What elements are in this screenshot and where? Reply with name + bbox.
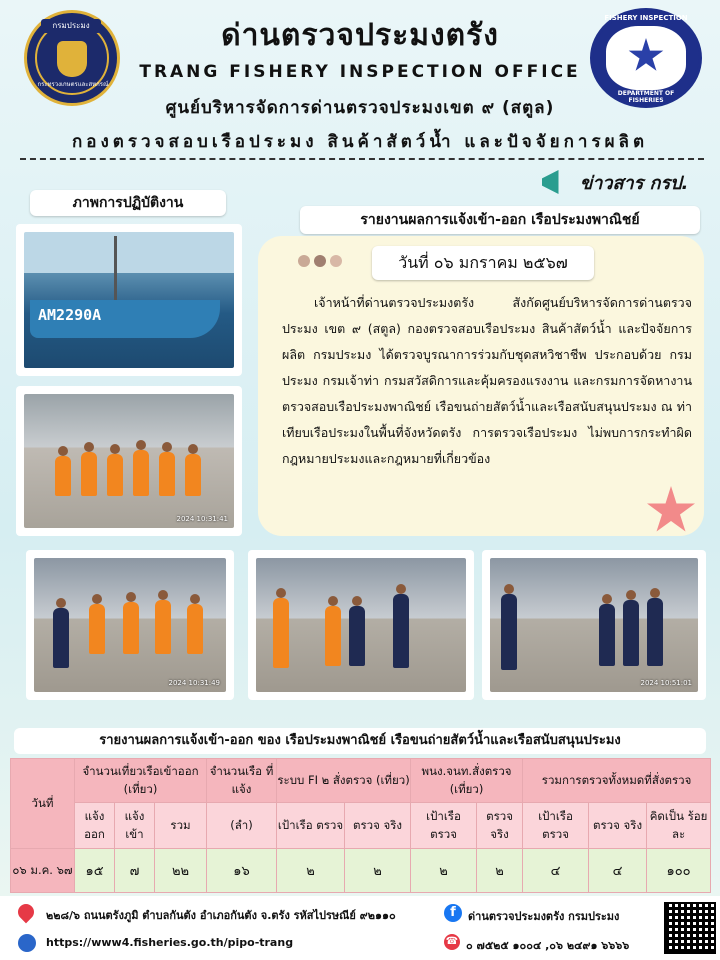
sub-in: แจ้ง เข้า <box>115 803 155 849</box>
subtitle-division: กองตรวจสอบเรือประมง สินค้าสัตว์น้ำ และปัจจัยการผลิต <box>71 132 649 152</box>
cell-total-target: ๔ <box>523 849 589 893</box>
report-body: เจ้าหน้าที่ด่านตรวจประมงตรัง สังกัดศูนย์บริหารจัดการด่านตรวจประมง เขต ๙ (สตูล) กองตรวจสอบเรือประมง สินค้าสัตว์น้ำ และปัจจัยการผลิต กรมประมง ได้ตรวจบูรณาการร่วมกับชุดสหวิชาชีพ ประกอบด้วย กรมประมง กรมเจ้าท่า กรมสวัสดิการและคุ้มครองแรงงาน และกรมการจัดหางาน ตรวจสอบเรือประมงพาณิชย์ เรือขนถ่ายสัตว์น้ำและเรือสนับสนุนประมง ณ ท่าเทียบเรือประมงในพื้นที่จังหวัดตรัง การตรวจเรือประมง ไม่พบการกระทำผิดกฎหมายประมงและกฎหมายที่เกี่ยวข้อง <box>282 295 692 466</box>
photo-boat <box>16 224 242 376</box>
footer-website[interactable]: https://www4.fisheries.go.th/pipo-trang <box>46 936 294 949</box>
photo-document-check <box>248 550 474 700</box>
sub-pct: คิดเป็น ร้อยละ <box>647 803 711 849</box>
sub-fi-target: เป้าเรือ ตรวจ <box>277 803 345 849</box>
footer <box>0 896 720 960</box>
footer-phone: ๐ ๗๕๒๕ ๑๐๐๔ ,๐๖ ๒๔๙๑ ๖๖๖๖ <box>466 939 630 952</box>
decorative-dots <box>298 252 346 271</box>
sub-psc-target: เป้าเรือ ตรวจ <box>411 803 477 849</box>
table-title: รายงานผลการแจ้งเข้า-ออก ของ เรือประมงพาณิชย์ เรือขนถ่ายสัตว์น้ำและเรือสนับสนุนประมง <box>14 728 706 754</box>
photo-crew-check <box>26 550 234 700</box>
news-badge <box>540 166 710 200</box>
report-date: วันที่ ๐๖ มกราคม ๒๕๖๗ <box>372 246 594 280</box>
sub-sum: รวม <box>155 803 207 849</box>
photo-timestamp: 2024 10:31:49 <box>168 679 220 687</box>
cell-fi-actual: ๒ <box>345 849 411 893</box>
cell-in: ๗ <box>115 849 155 893</box>
page-title-en: TRANG FISHERY INSPECTION OFFICE <box>139 62 581 82</box>
logo-right-top-text: FISHERY INSPECTION <box>604 14 688 22</box>
sub-fi-actual: ตรวจ จริง <box>345 803 411 849</box>
cell-fi-target: ๒ <box>277 849 345 893</box>
sub-psc-actual: ตรวจ จริง <box>477 803 523 849</box>
cell-pct: ๑๐๐ <box>647 849 711 893</box>
phone-icon: ☎ <box>444 934 460 950</box>
photo-officers <box>482 550 706 700</box>
facebook-icon[interactable]: f <box>444 904 462 922</box>
qr-code-icon[interactable] <box>664 902 716 954</box>
sub-total-target: เป้าเรือ ตรวจ <box>523 803 589 849</box>
logo-left-bottom-text: กระทรวงเกษตรและสหกรณ์ <box>37 81 109 88</box>
cell-sum: ๒๒ <box>155 849 207 893</box>
cell-boats: ๑๖ <box>207 849 277 893</box>
cell-psc-actual: ๒ <box>477 849 523 893</box>
emblem-icon <box>57 41 87 77</box>
col-date-header: วันที่ <box>11 759 75 849</box>
news-label: ข่าวสาร กรป. <box>580 173 689 194</box>
globe-icon <box>18 934 36 952</box>
megaphone-icon <box>542 170 572 194</box>
cell-total-actual: ๔ <box>589 849 647 893</box>
footer-address: ๒๒๘/๖ ถนนตรังภูมิ ตำบลกันตัง อำเภอกันตัง จ.ตรัง รหัสไปรษณีย์ ๙๒๑๑๐ <box>46 909 396 922</box>
photo-timestamp: 2024 10:51:01 <box>640 679 692 687</box>
subtitle-center: ศูนย์บริหารจัดการด่านตรวจประมงเขต ๙ (สตูล) <box>165 98 555 118</box>
boat-registration: AM2290A <box>38 306 102 324</box>
logo-right-bottom-text: DEPARTMENT OF FISHERIES <box>617 90 675 104</box>
sub-total-actual: ตรวจ จริง <box>589 803 647 849</box>
location-pin-icon <box>15 901 38 924</box>
group-boats-header: จำนวนเรือ ที่แจ้ง <box>207 759 277 803</box>
row-date: ๐๖ ม.ค. ๖๗ <box>11 849 75 893</box>
report-section-label: รายงานผลการแจ้งเข้า-ออก เรือประมงพาณิชย์ <box>300 206 700 234</box>
department-of-fisheries-logo <box>24 10 120 106</box>
photo-inspection-team <box>16 386 242 536</box>
photo-timestamp: 2024 10:31:41 <box>176 515 228 523</box>
group-trips-header: จำนวนเที่ยวเรือเข้าออก (เที่ยว) <box>75 759 207 803</box>
group-psc-header: พนง.จนท.สั่งตรวจ (เที่ยว) <box>411 759 523 803</box>
photos-section-label: ภาพการปฏิบัติงาน <box>30 190 226 216</box>
dashed-divider <box>20 158 704 160</box>
footer-facebook[interactable]: ด่านตรวจประมงตรัง กรมประมง <box>468 910 620 923</box>
group-total-header: รวมการตรวจทั้งหมดที่สั่งตรวจ <box>523 759 711 803</box>
sub-unit: (ลำ) <box>207 803 277 849</box>
sub-out: แจ้ง ออก <box>75 803 115 849</box>
cell-out: ๑๕ <box>75 849 115 893</box>
report-table <box>10 758 711 893</box>
page-title: ด่านตรวจประมงตรัง <box>221 18 499 53</box>
group-fi-header: ระบบ FI ๒ สั่งตรวจ (เที่ยว) <box>277 759 411 803</box>
cell-psc-target: ๒ <box>411 849 477 893</box>
fishery-inspection-logo <box>590 8 702 108</box>
table-row <box>11 849 711 893</box>
logo-left-top-text: กรมประมง <box>41 19 101 33</box>
